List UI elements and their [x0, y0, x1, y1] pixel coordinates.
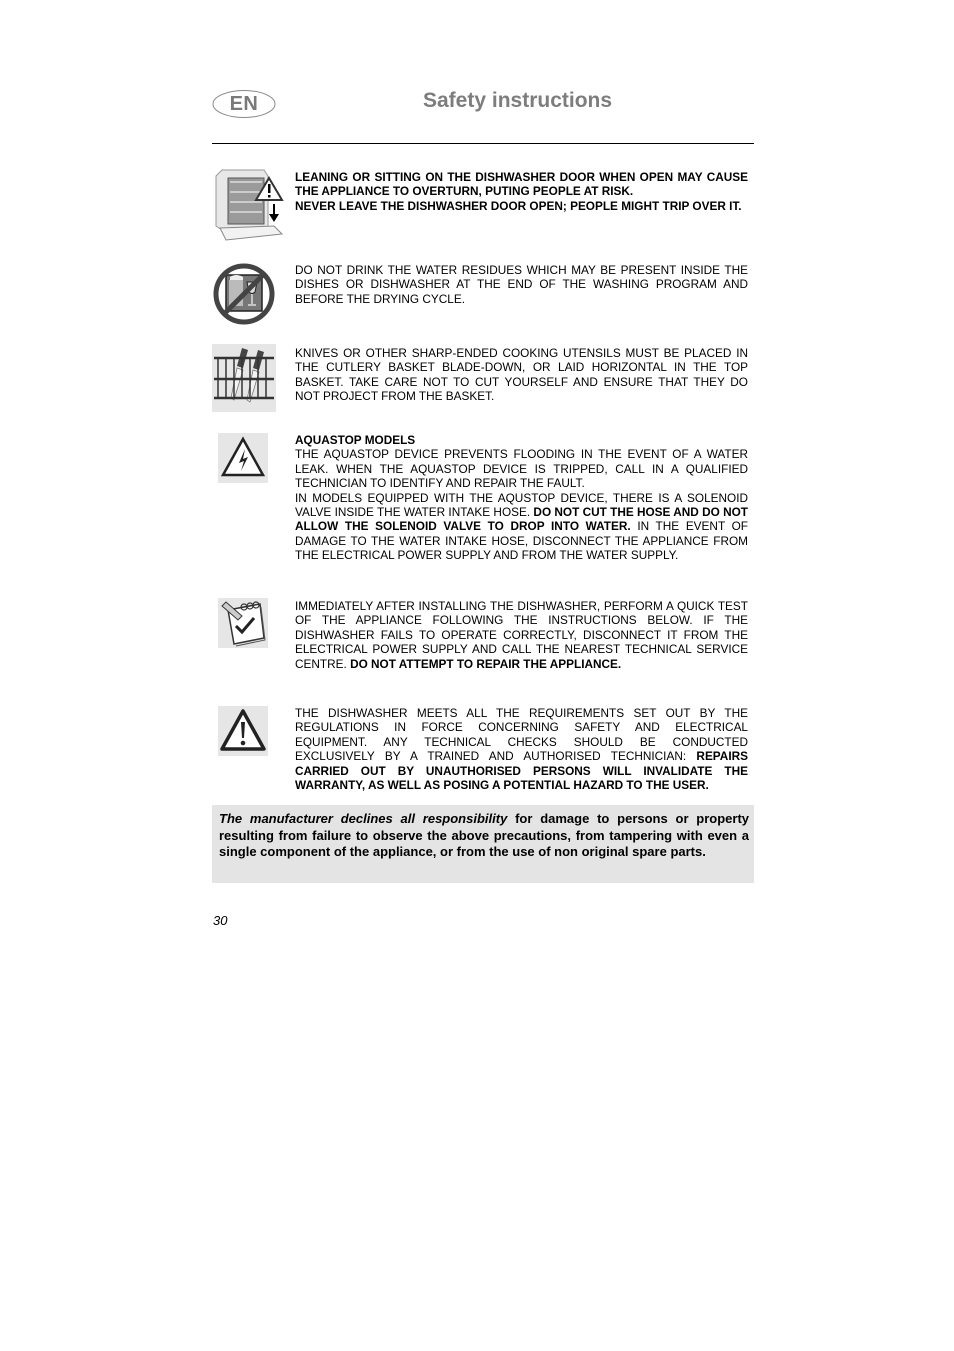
emphasis-text: DO NOT ATTEMPT TO REPAIR THE APPLIANCE.: [350, 656, 622, 671]
quick-test-text: IMMEDIATELY AFTER INSTALLING THE DISHWASHER, PERFORM A QUICK TEST OF THE APPLIANCE FOLLOWING THE INSTRUCTIONS BELOW. IF THE DISHWASHER FAILS TO OPERATE CORRECTLY, DISCONNECT IT FROM THE ELECTRICAL POWER SUPPLY AND CALL THE NEAREST TECHNICAL SERVICE CENTRE. DO NOT ATTEMPT TO REPAIR THE APPLIANCE.: [295, 599, 748, 671]
safety-text: [295, 706, 748, 792]
disclaimer-text: The manufacturer declines all responsibility for damage to persons or property resulting from failure to observe the above precautions, from tampering with even a single component of the appliance, or from the use of non original spare parts.: [219, 811, 750, 859]
header-divider: [212, 143, 754, 144]
language-badge: [212, 89, 276, 119]
disclaimer-lead: The manufacturer declines all responsibility: [219, 811, 508, 826]
safety-item-no-drinking: [212, 262, 754, 326]
disclaimer-box: [212, 805, 754, 883]
knives-in-basket-icon: [212, 344, 276, 412]
warning-text-overturn: LEANING OR SITTING ON THE DISHWASHER DOOR WHEN OPEN MAY CAUSE THE APPLIANCE TO OVERTURN, PUTING PEOPLE AT RISK.: [295, 170, 748, 199]
warning-text-knives: KNIVES OR OTHER SHARP-ENDED COOKING UTENSILS MUST BE PLACED IN THE CUTLERY BASKET BLADE-DOWN, OR LAID HORIZONTAL IN THE TOP BASKET. TAKE CARE NOT TO CUT YOURSELF AND ENSURE THAT THEY DO NOT PROJECT FROM THE BASKET.: [295, 346, 748, 404]
aquastop-description: THE AQUASTOP DEVICE PREVENTS FLOODING IN THE EVENT OF A WATER LEAK. WHEN THE AQUASTOP DEVICE IS TRIPPED, CALL IN A QUALIFIED TECHNICIAN TO IDENTIFY AND REPAIR THE FAULT.: [295, 447, 748, 491]
safety-item-quick-test: [212, 598, 754, 686]
warning-text-trip: NEVER LEAVE THE DISHWASHER DOOR OPEN; PEOPLE MIGHT TRIP OVER IT.: [295, 198, 742, 213]
safety-text: [295, 263, 748, 306]
page-number: 30: [213, 913, 228, 928]
safety-text: [295, 599, 748, 671]
general-warning-icon: [218, 706, 274, 758]
electrical-hazard-icon: [218, 433, 274, 485]
emphasis-text: DO NOT CUT THE HOSE AND DO NOT ALLOW THE SOLENOID VALVE TO DROP INTO WATER.: [295, 505, 748, 534]
checklist-notepad-icon: [218, 598, 274, 650]
safety-text: [295, 433, 748, 563]
safety-item-regulations: [212, 706, 754, 794]
safety-item-door: [212, 168, 754, 243]
section-heading: AQUASTOP MODELS: [295, 433, 416, 447]
emphasis-text: REPAIRS CARRIED OUT BY UNAUTHORISED PERSONS WILL INVALIDATE THE WARRANTY, AS WELL AS POSING A POTENTIAL HAZARD TO THE USER.: [295, 749, 748, 793]
regulations-text: THE DISHWASHER MEETS ALL THE REQUIREMENTS SET OUT BY THE REGULATIONS IN FORCE CONCERNING SAFETY AND ELECTRICAL EQUIPMENT. ANY TECHNICAL CHECKS SHOULD BE CONDUCTED EXCLUSIVELY BY A TRAINED AND AUTHORISED TECHNICIAN: REPAIRS CARRIED OUT BY UNAUTHORISED PERSONS WILL INVALIDATE THE WARRANTY, AS WELL AS POSING A POTENTIAL HAZARD TO THE USER.: [295, 706, 748, 793]
aquastop-solenoid-text: IN MODELS EQUIPPED WITH THE AQUSTOP DEVICE, THERE IS A SOLENOID VALVE INSIDE THE WATER INTAKE HOSE. DO NOT CUT THE HOSE AND DO NOT ALLOW THE SOLENOID VALVE TO DROP INTO WATER. IN THE EVENT OF DAMAGE TO THE WATER INTAKE HOSE, DISCONNECT THE APPLIANCE FROM THE ELECTRICAL POWER SUPPLY AND FROM THE WATER SUPPLY.: [295, 490, 748, 563]
warning-text-no-drinking: DO NOT DRINK THE WATER RESIDUES WHICH MAY BE PRESENT INSIDE THE DISHES OR DISHWASHER AT THE END OF THE WASHING PROGRAM AND BEFORE THE DRYING CYCLE.: [295, 263, 748, 306]
safety-item-knives: [212, 344, 754, 414]
safety-text: [295, 170, 748, 213]
safety-item-aquastop: [212, 433, 754, 579]
no-drinking-icon: [212, 262, 278, 326]
language-code: EN: [229, 93, 259, 115]
safety-text: [295, 346, 748, 404]
page-title: Safety instructions: [423, 89, 613, 112]
dishwasher-door-warning-icon: [212, 168, 288, 242]
